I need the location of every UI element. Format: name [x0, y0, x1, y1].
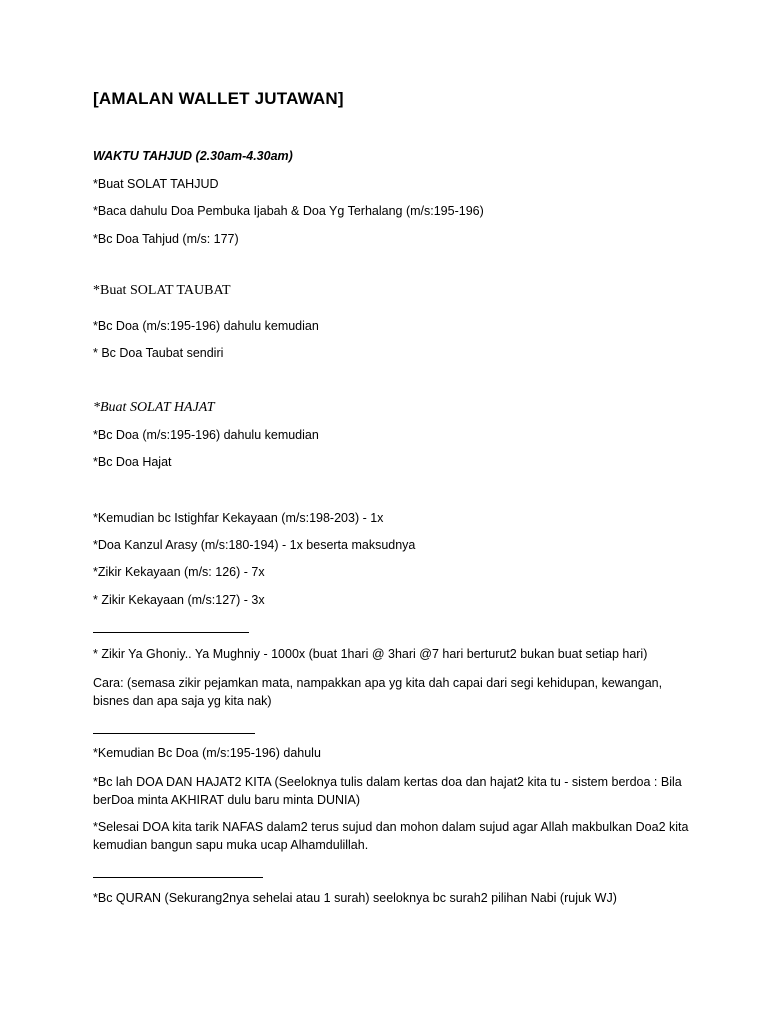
- hajat-line-1: *Buat SOLAT HAJAT: [93, 400, 215, 415]
- doa-paragraph-2: *Bc lah DOA DAN HAJAT2 KITA (Seeloknya tulis dalam kertas doa dan hajat2 kita tu - sistem berdoa : Bila berDoa minta AKHIRAT dulu baru minta DUNIA): [93, 775, 682, 807]
- taubat-line-3: * Bc Doa Taubat sendiri: [93, 346, 224, 360]
- separator-rule: [93, 632, 249, 633]
- tahjud-heading: WAKTU TAHJUD (2.30am-4.30am): [93, 149, 293, 163]
- separator-rule: [93, 877, 263, 878]
- zikir-line-4: * Zikir Kekayaan (m/s:127) - 3x: [93, 593, 265, 607]
- document-title: [AMALAN WALLET JUTAWAN]: [93, 89, 344, 108]
- zikir-line-3: *Zikir Kekayaan (m/s: 126) - 7x: [93, 565, 265, 579]
- ghoniy-line: * Zikir Ya Ghoniy.. Ya Mughniy - 1000x (buat 1hari @ 3hari @7 hari berturut2 bukan buat setiap hari): [93, 647, 648, 661]
- cara-paragraph: Cara: (semasa zikir pejamkan mata, nampakkan apa yg kita dah capai dari segi kehidupan, kewangan, bisnes dan apa saja yg kita nak): [93, 676, 663, 708]
- doa-paragraph-3: *Selesai DOA kita tarik NAFAS dalam2 terus sujud dan mohon dalam sujud agar Allah makbulkan Doa2 kita kemudian bangun sapu muka ucap Alhamdulillah.: [93, 820, 689, 852]
- taubat-line-1: *Buat SOLAT TAUBAT: [93, 283, 231, 298]
- quran-line: *Bc QURAN (Sekurang2nya sehelai atau 1 surah) seeloknya bc surah2 pilihan Nabi (rujuk WJ): [93, 891, 617, 905]
- doa-line-1: *Kemudian Bc Doa (m/s:195-196) dahulu: [93, 746, 321, 760]
- hajat-line-2: *Bc Doa (m/s:195-196) dahulu kemudian: [93, 428, 319, 442]
- tahjud-line-1: *Buat SOLAT TAHJUD: [93, 177, 219, 191]
- separator-rule: [93, 733, 255, 734]
- zikir-line-1: *Kemudian bc Istighfar Kekayaan (m/s:198-203) - 1x: [93, 511, 384, 525]
- tahjud-line-3: *Bc Doa Tahjud (m/s: 177): [93, 232, 239, 246]
- hajat-line-3: *Bc Doa Hajat: [93, 455, 172, 469]
- taubat-line-2: *Bc Doa (m/s:195-196) dahulu kemudian: [93, 319, 319, 333]
- zikir-line-2: *Doa Kanzul Arasy (m/s:180-194) - 1x beserta maksudnya: [93, 538, 416, 552]
- tahjud-line-2: *Baca dahulu Doa Pembuka Ijabah & Doa Yg Terhalang (m/s:195-196): [93, 204, 484, 218]
